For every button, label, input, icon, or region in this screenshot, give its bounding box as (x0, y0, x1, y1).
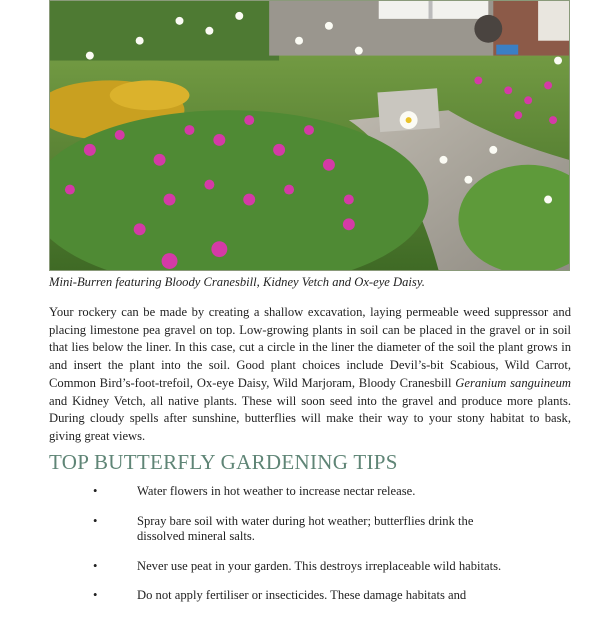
tip-text: Water flowers in hot weather to increase nectar release. (137, 484, 416, 498)
body-paragraph (49, 304, 571, 446)
tips-list (93, 484, 513, 618)
garden-photo (49, 0, 570, 271)
tip-item (93, 588, 513, 604)
species-name: Geranium sanguineum (455, 375, 572, 390)
tip-item (93, 559, 513, 575)
photo-caption: Mini-Burren featuring Bloody Cranesbill, Kidney Vetch and Ox-eye Daisy. (49, 275, 425, 289)
tip-text: Spray bare soil with water during hot weather; butterflies drink the dissolved mineral salts. (137, 513, 474, 543)
body-text-part2: and Kidney Vetch, all native plants. These will soon seed into the gravel and produce more plants. During cloudy spells after sunshine, butterflies will make their way to your stony habitat to bask, giving great views. (49, 393, 571, 443)
bullet-icon: • (93, 484, 98, 498)
tip-item (93, 484, 513, 500)
bullet-icon: • (93, 513, 98, 528)
section-heading: TOP BUTTERFLY GARDENING TIPS (49, 450, 398, 474)
tip-text: Never use peat in your garden. This destroys irreplaceable wild habitats. (137, 558, 502, 573)
tip-item (93, 514, 513, 545)
garden-photo-illustration (50, 1, 569, 270)
tip-text: Do not apply fertiliser or insecticides. These damage habitats and (137, 588, 467, 602)
bullet-icon: • (93, 588, 98, 602)
bullet-icon: • (93, 558, 98, 573)
body-text-part1: Your rockery can be made by creating a shallow excavation, laying permeable weed suppressor and placing limestone pea gravel on top. Low-growing plants in soil can be placed in the gravel or in soil that lies below the liner. In this case, cut a circle in the liner the diameter of the soil the plant grows in and insert the plant into the soil. Good plant choices include Devil’s-bit Scabious, Wild Carrot, Common Bird’s-foot-trefoil, Ox-eye Daisy, Wild Marjoram, Bloody Cranesbill (49, 305, 571, 390)
